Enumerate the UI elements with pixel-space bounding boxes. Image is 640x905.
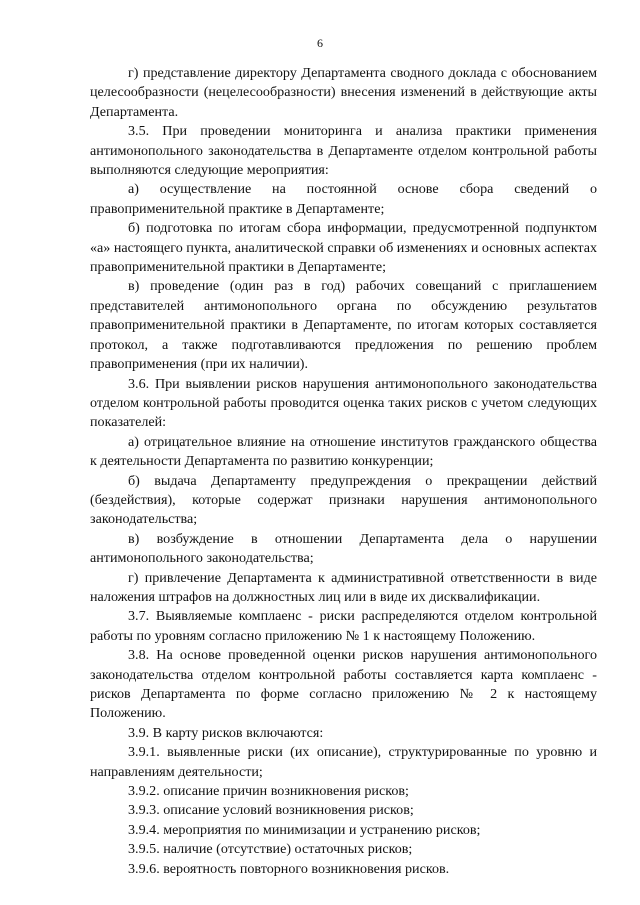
paragraph: а) осуществление на постоянной основе сбора сведений о правоприменительной практике в Департаменте; (90, 181, 597, 217)
paragraph: 3.9. В карту рисков включаются: (128, 724, 324, 741)
paragraph: 3.9.3. описание условий возникновения рисков; (128, 802, 414, 819)
paragraph: 3.9.1. выявленные риски (их описание), структурированные по уровню и направлениям деятельности; (90, 744, 597, 780)
paragraph: в) возбуждение в отношении Департамента дела о нарушении антимонопольного законодательства; (90, 530, 597, 567)
paragraph: 3.9.5. наличие (отсутствие) остаточных рисков; (128, 841, 413, 858)
paragraph: б) подготовка по итогам сбора информации, предусмотренной подпунктом «а» настоящего пункта, аналитической справки об изменениях и основных аспектах правоприменительной практики в Департаменте; (90, 220, 597, 276)
document-body (90, 64, 597, 879)
paragraph: 3.5. При проведении мониторинга и анализа практики применения антимонопольного законодательства в Департаменте отделом контрольной работы выполняются следующие мероприятия: (90, 123, 597, 179)
paragraph: 3.6. При выявлении рисков нарушения антимонопольного законодательства отделом контрольной работы проводится оценка таких рисков с учетом следующих показателей: (90, 375, 597, 431)
paragraph: 3.9.6. вероятность повторного возникновения рисков. (128, 860, 450, 877)
page-number: 6 (317, 36, 323, 50)
paragraph: 3.7. Выявляемые комплаенс - риски распределяются отделом контрольной работы по уровням согласно приложению № 1 к настоящему Положению. (90, 608, 597, 644)
paragraph: а) отрицательное влияние на отношение институтов гражданского общества к деятельности Департамента по развитию конкуренции; (90, 433, 597, 470)
paragraph: в) проведение (один раз в год) рабочих совещаний с приглашением представителей антимонопольного органа по обсуждению результатов правоприменительной практики в Департаменте, по итогам которых составляется протокол, а также подготавливаются предложения по решению проблем правоприменения (при их наличии). (90, 278, 597, 373)
paragraph: 3.9.2. описание причин возникновения рисков; (128, 783, 409, 800)
paragraph: б) выдача Департаменту предупреждения о прекращении действий (бездействия), которые содержат признаки нарушения антимонопольного законодательства; (90, 472, 597, 528)
paragraph: г) представление директору Департамента сводного доклада с обоснованием целесообразности (нецелесообразности) внесения изменений в действующие акты Департамента. (90, 65, 597, 120)
paragraph: 3.9.4. мероприятия по минимизации и устранению рисков; (128, 821, 481, 838)
paragraph: 3.8. На основе проведенной оценки рисков нарушения антимонопольного законодательства отделом контрольной работы составляется карта комплаенс - рисков Департамента по форме согласно приложению № 2 к настоящему Положению. (90, 647, 597, 722)
paragraph: г) привлечение Департамента к административной ответственности в виде наложения штрафов на должностных лиц или в виде их дисквалификации. (90, 569, 597, 605)
